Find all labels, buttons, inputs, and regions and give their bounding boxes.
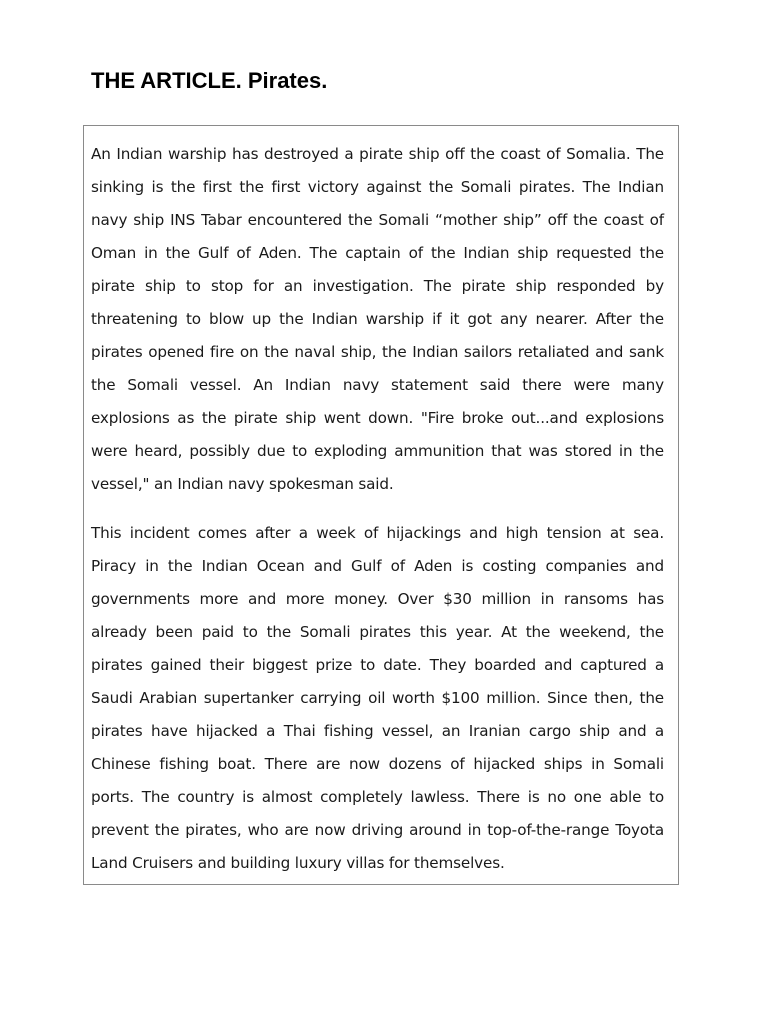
article-paragraph-1: An Indian warship has destroyed a pirate ship off the coast of Somalia. The sinking is the first the first victory against the Somali pirates. The Indian navy ship INS Tabar encountered the Somali “mother ship” off the coast of Oman in the Gulf of Aden. The captain of the Indian ship requested the pirate ship to stop for an investigation. The pirate ship responded by threatening to blow up the Indian warship if it got any nearer. After the pirates opened fire on the naval ship, the Indian sailors retaliated and sank the Somali vessel. An Indian navy statement said there were many explosions as the pirate ship went down. "Fire broke out...and explosions were heard, possibly due to exploding ammunition that was stored in the vessel," an Indian navy spokesman said. (91, 145, 664, 493)
article-paragraph-2: This incident comes after a week of hijackings and high tension at sea. Piracy in the Indian Ocean and Gulf of Aden is costing companies and governments more and more money. Over $30 million in ransoms has already been paid to the Somali pirates this year. At the weekend, the pirates gained their biggest prize to date. They boarded and captured a Saudi Arabian supertanker carrying oil worth $100 million. Since then, the pirates have hijacked a Thai fishing vessel, an Iranian cargo ship and a Chinese fishing boat. There are now dozens of hijacked ships in Somali ports. The country is almost completely lawless. There is no one able to prevent the pirates, who are now driving around in top-of-the-range Toyota Land Cruisers and building luxury villas for themselves. (91, 524, 664, 872)
page-title: THE ARTICLE. Pirates. (91, 68, 328, 93)
article-box (83, 125, 679, 885)
